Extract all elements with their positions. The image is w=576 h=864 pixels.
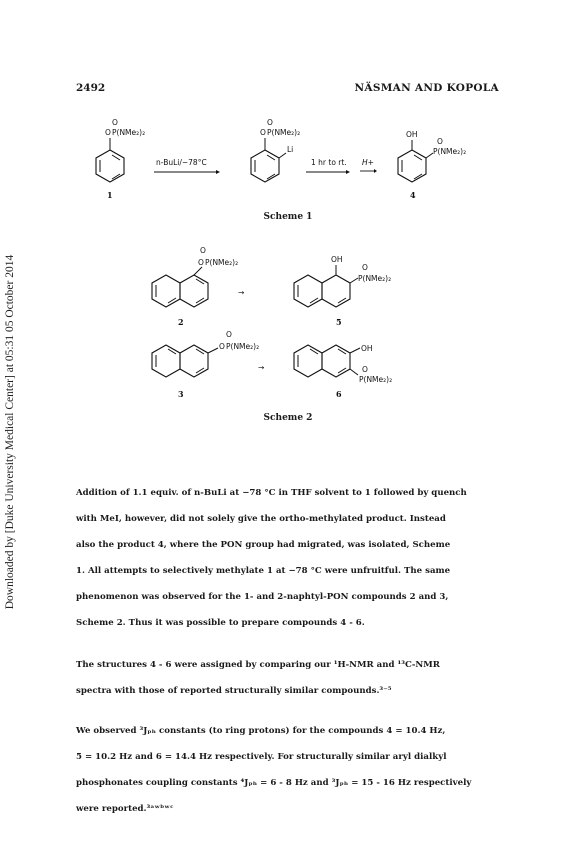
o-label: O [198, 258, 204, 267]
pon-group-label: P(NMe₂)₂ [358, 274, 392, 283]
compound-5-number: 5 [336, 317, 342, 327]
o-label: O [260, 128, 266, 137]
compound-1-structure [96, 118, 145, 200]
oxo-label: O [362, 263, 368, 272]
text-line: were reported.³ᵃʷᵇʷᶜ [76, 804, 174, 814]
compound-4-structure [398, 130, 466, 200]
paragraph-1 [76, 480, 500, 636]
reagent-label: n-BuLi/−78°C [156, 158, 207, 167]
pon-group-label: P(NMe₂)₂ [267, 128, 301, 137]
pon-group-label: P(NMe₂)₂ [433, 147, 467, 156]
pon-group-label: P(NMe₂)₂ [359, 375, 393, 384]
compound-6-number: 6 [336, 389, 342, 399]
paragraph-2 [76, 652, 500, 704]
oxo-label: O [112, 118, 118, 127]
text-line: We observed ³Jₚₕ constants (to ring protons) for the compounds 4 = 10.4 Hz, [76, 726, 446, 736]
scheme-1-caption: Scheme 1 [263, 212, 313, 222]
oxo-label: O [226, 330, 232, 339]
scheme-2-caption: Scheme 2 [263, 413, 313, 423]
scheme-2-diagram [140, 245, 440, 405]
scheme-1-diagram [60, 110, 520, 210]
compound-1-number: 1 [107, 190, 113, 200]
text-line: Addition of 1.1 equiv. of n-BuLi at −78 °C in THF solvent to 1 followed by quench [76, 488, 467, 498]
compound-3-number: 3 [178, 389, 184, 399]
compound-2-structure [152, 246, 238, 327]
compound-4-number: 4 [410, 190, 416, 200]
lithiated-intermediate-structure [251, 118, 300, 182]
text-line: with MeI, however, did not solely give the ortho-methylated product. Instead [76, 514, 446, 524]
text-line: The structures 4 - 6 were assigned by comparing our ¹H-NMR and ¹³C-NMR [76, 660, 440, 670]
reaction-arrow-2 [306, 158, 377, 174]
oxo-label: O [362, 365, 368, 374]
o-label: O [219, 342, 225, 351]
text-line: phenomenon was observed for the 1- and 2-naphtyl-PON compounds 2 and 3, [76, 592, 449, 602]
text-line: 1. All attempts to selectively methylate 1 at −78 °C were unfruitful. The same [76, 566, 451, 576]
o-label: O [105, 128, 111, 137]
compound-6-structure [294, 344, 392, 399]
hydroxyl-label: OH [331, 255, 343, 264]
running-head: NÄSMAN AND KOPOLA [354, 82, 499, 94]
oxo-label: O [267, 118, 273, 127]
condition-label: 1 hr to rt. [311, 158, 347, 167]
download-notice: Downloaded by [Duke University Medical Center] at 05:31 05 October 2014 [4, 254, 16, 610]
text-line: Scheme 2. Thus it was possible to prepare compounds 4 - 6. [76, 618, 365, 628]
oxo-label: O [437, 137, 443, 146]
hydroxyl-label: OH [361, 344, 373, 353]
page-number: 2492 [76, 82, 106, 94]
text-line: spectra with those of reported structurally similar compounds.³⁻⁵ [76, 686, 392, 696]
pon-group-label: P(NMe₂)₂ [226, 342, 260, 351]
text-line: also the product 4, where the PON group had migrated, was isolated, Scheme [76, 540, 451, 550]
reaction-arrow-1 [154, 158, 220, 174]
conversion-arrow: → [258, 363, 265, 372]
text-line: 5 = 10.2 Hz and 6 = 14.4 Hz respectively. For structurally similar aryl dialkyl [76, 752, 447, 762]
lithium-label: Li [287, 145, 294, 154]
pon-group-label: P(NMe₂)₂ [205, 258, 239, 267]
text-line: phosphonates coupling constants ⁴Jₚₕ = 6 - 8 Hz and ³Jₚₕ = 15 - 16 Hz respectively [76, 778, 472, 788]
acid-label: H+ [362, 158, 374, 167]
compound-3-structure [152, 330, 259, 399]
compound-5-structure [294, 255, 391, 327]
hydroxyl-label: OH [406, 130, 418, 139]
download-watermark [0, 0, 20, 864]
compound-2-number: 2 [178, 317, 184, 327]
oxo-label: O [200, 246, 206, 255]
paragraph-3 [76, 718, 500, 822]
pon-group-label: P(NMe₂)₂ [112, 128, 146, 137]
conversion-arrow: → [238, 288, 245, 297]
